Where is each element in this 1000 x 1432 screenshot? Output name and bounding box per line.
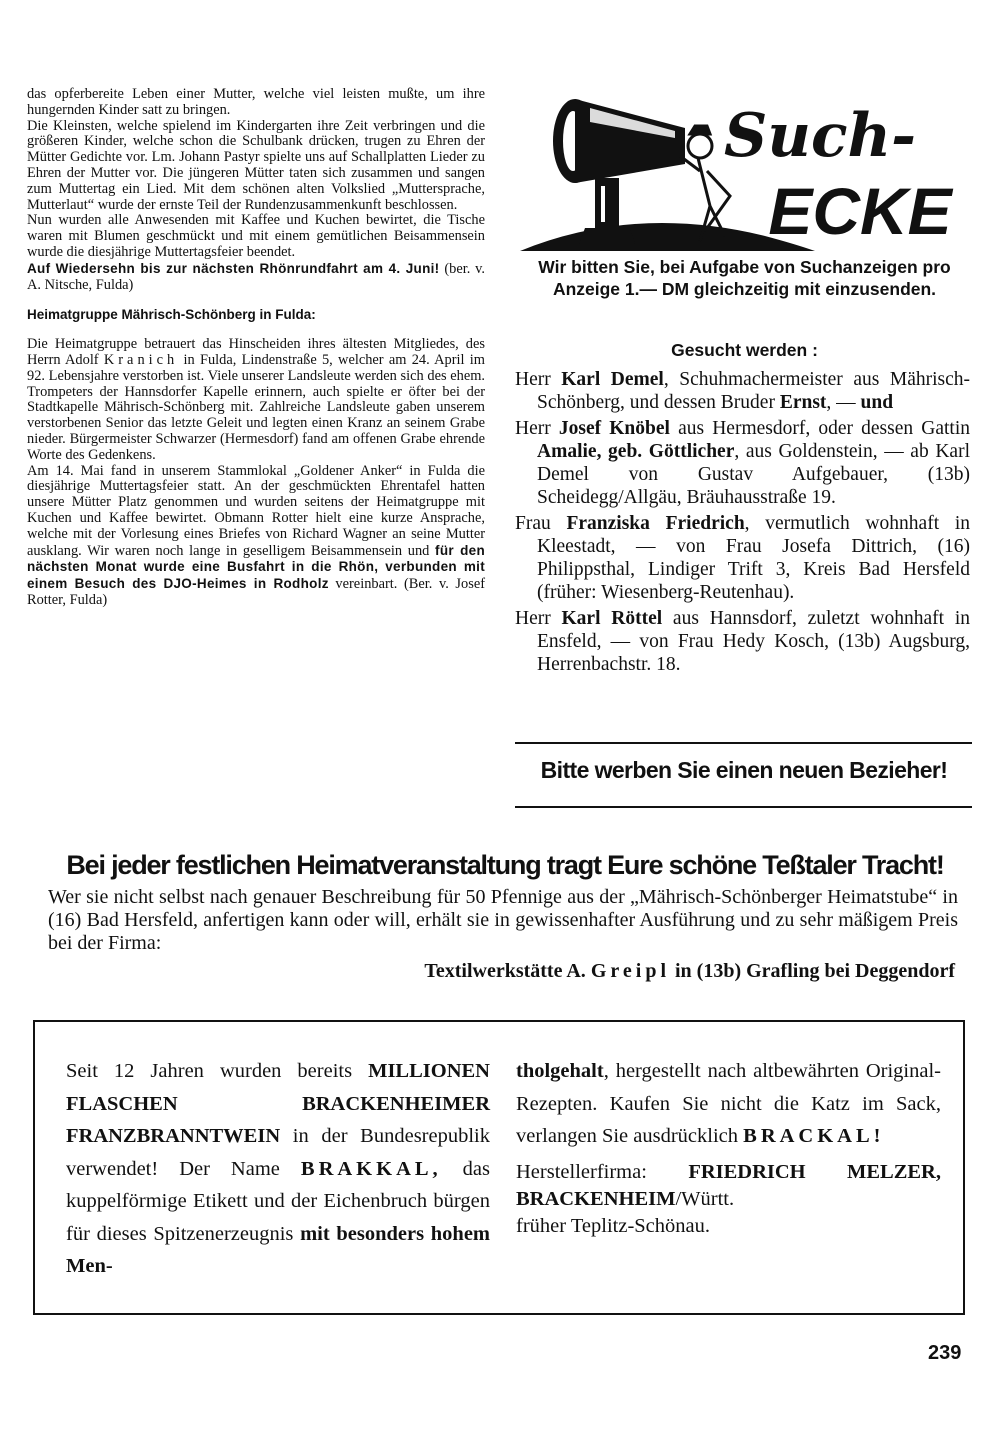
- text: das kuppelförmige Etikett und der Eichenbruch bürgen für dieses Spitzenerzeugnis: [66, 1157, 490, 1245]
- brand-name: BRAKKAL,: [300, 1157, 442, 1180]
- text: , hergestellt nach altbewährten Original-Rezepten. Kaufen Sie nicht die Katz im Sack, verlangen Sie ausdrücklich: [516, 1060, 941, 1147]
- spaced-name: Greipl: [590, 960, 670, 982]
- ad-left-column: [66, 1055, 490, 1283]
- page-number: 239: [928, 1342, 962, 1364]
- search-entry: [515, 417, 970, 509]
- person-name: Franziska Friedrich: [566, 513, 745, 534]
- logo-word-ecke: ECKE: [768, 174, 952, 248]
- text: aus Hermesdorf, oder dessen Gattin: [669, 418, 971, 439]
- text: in Fulda, Lindenstraße 5, welcher am 24. April im 92. Lebensjahre verstorben ist. Viele unserer Landsleute werden sich des ehem. Trompeters der Hannsdorfer Kapelle erinnern, auch spielte er öfter bei der Stadtkapelle Mährisch-Schönberg mit. Zahlreiche Landsleute gaben unserem verstorbenen Senior das letzte Geleit und legten einen Kranz an seinem Grabe nieder. Bürgermeister Schwarzer (Hermesdorf) fand am offenen Grabe ehrende Worte des Gedenkens.: [27, 351, 485, 463]
- person-name: Josef Knöbel: [558, 418, 670, 439]
- tracht-heading: Bei jeder festlichen Heimatveranstaltung tragt Eure schöne Teßtaler Tracht!: [66, 850, 944, 880]
- search-entries: [515, 368, 970, 679]
- ad-paragraph: [66, 1055, 490, 1283]
- text: Die Heimatgruppe betrauert das Hinscheiden ihres ältesten Mitgliedes, des Herrn Adolf: [27, 336, 485, 368]
- section-heading: Heimatgruppe Mährisch-Schönberg in Fulda:: [27, 307, 316, 323]
- bold-text: für den nächsten Monat wurde eine Busfahrt in die Rhön, verbunden mit einem Besuch des DJO-Heimes in Rodholz: [27, 542, 485, 592]
- bold-text: MILLIONEN FLASCHEN BRACKENHEIMER FRANZBRANNTWEIN: [66, 1060, 490, 1147]
- bold-text: tholgehalt: [516, 1060, 604, 1082]
- bold-text: Auf Wiedersehn bis zur nächsten Rhönrundfahrt am 4. Juni!: [27, 260, 440, 276]
- text: Textilwerkstätte A.: [424, 960, 591, 982]
- gesucht-heading: Gesucht werden :: [671, 340, 818, 360]
- text: Seit 12 Jahren wurden bereits: [66, 1060, 369, 1082]
- text: Herr: [515, 418, 559, 439]
- text: vereinbart. (Ber. v. Josef Rotter, Fulda): [27, 576, 486, 608]
- manufacturer: [516, 1159, 941, 1213]
- text: in (13b) Grafling bei Deggendorf: [670, 960, 955, 982]
- ad-paragraph: [516, 1055, 941, 1153]
- text: Frau: [515, 513, 567, 534]
- paragraph: Die Kleinsten, welche spielend im Kindergarten ihre Zeit verbringen und die größeren Kinder, welche schon die Schulbank drücken, trugen zu Ehren der Mütter Gedichte vor. Lm. Johann Pastyr spielte uns auf Schallplatten Lieder zu Ehren der Mutter vor. Die jüngeren Mütter taten sich zusammen und sangen zum Muttertag ein Lied. Mit dem schönen alten Volkslied „Muttersprache, Mutterlaut“ wurde der ernste Teil der Rundenzusammenkunft beschlossen.: [27, 117, 485, 213]
- person-name: Karl Röttel: [561, 608, 663, 629]
- text: Am 14. Mai fand in unserem Stammlokal „Goldener Anker“ in Fulda die diesjährige Muttertagsfeier statt. An der geschmückten Ehrentafel hatten unsere Mütter Platz genommen und wurden seitens der Heimatgruppe mit Kuchen und Kaffee bewirtet. Obmann Rotter hielt eine kurze Ansprache, welche mit der Vorlesung eines Briefes von Richard Wagner an seine Mutter ausklang. Wir waren noch lange in geselligem Beisammensein und: [27, 462, 485, 559]
- paragraph: Nun wurden alle Anwesenden mit Kaffee und Kuchen bewirtet, die Tische waren mit Blumen geschmückt und mit einem gemütlichen Beisammensein wurde die diesjährige Muttertagsfeier beendet.: [27, 212, 485, 260]
- text: Herr: [515, 369, 562, 390]
- paragraph: das opferbereite Leben einer Mutter, welche viel leisten mußte, um ihre hungernden Kinder satt zu bringen.: [27, 86, 485, 118]
- tracht-body: Wer sie nicht selbst nach genauer Beschreibung für 50 Pfennige aus der „Mährisch-Schönberger Heimatstube“ in (16) Bad Hersfeld, anfertigen kann oder will, erhält sie in gewissenhafter Ausführung und zu sehr mäßigem Preis bei der Firma:: [48, 886, 958, 954]
- logo-word-such: Such-: [723, 101, 917, 171]
- left-column: [27, 87, 485, 609]
- text: (ber. v. A. Nitsche, Fulda): [27, 260, 485, 293]
- text: , aus Goldenstein, — ab Karl Demel von Gustav Aufgebauer, (13b) Scheidegg/Allgäu, Bräuhausstraße 19.: [537, 441, 970, 508]
- person-name: Ernst: [779, 392, 827, 413]
- such-ecke-logo: [515, 86, 975, 266]
- text: in der Bundesrepublik verwendet! Der Name: [66, 1125, 490, 1180]
- text: , vermutlich wohnhaft in Kleestadt, — von Frau Josefa Dittrich, (16) Philippsthal, Lindiger Trift 3, Kreis Bad Hersfeld (früher: Wiesenberg-Reutenhau).: [537, 513, 970, 603]
- text: aus Hannsdorf, zuletzt wohnhaft in Ensfeld, — von Frau Hedy Kosch, (13b) Augsburg, Herrenbachstr. 18.: [537, 608, 970, 675]
- search-entry: [515, 512, 970, 604]
- text: , Schuhmachermeister aus Mährisch-Schönberg, und dessen Bruder: [537, 369, 970, 413]
- manufacturer-previous: früher Teplitz-Schönau.: [516, 1214, 711, 1237]
- text: , —: [826, 392, 861, 413]
- bold-text: FRIEDRICH MELZER, BRACKENHEIM: [516, 1160, 941, 1210]
- search-entry: [515, 607, 970, 676]
- man-figure-icon: [680, 126, 730, 241]
- person-name: Karl Demel: [561, 369, 664, 390]
- bold-text: und: [860, 392, 894, 413]
- divider: [515, 742, 972, 744]
- telescope-icon: [553, 99, 685, 244]
- text: Herr: [515, 608, 562, 629]
- tracht-firm: [48, 960, 955, 983]
- paragraph: [27, 337, 485, 463]
- paragraph: [27, 464, 485, 609]
- divider: [515, 806, 972, 808]
- text: Herstellerfirma:: [516, 1160, 689, 1183]
- brand-name: BRACKAL!: [743, 1125, 885, 1147]
- werben-text: Bitte werben Sie einen neuen Bezieher!: [540, 757, 948, 783]
- notice-text: Wir bitten Sie, bei Aufgabe von Suchanzeigen pro Anzeige 1.— DM gleichzeitig mit einzusenden.: [538, 257, 951, 299]
- person-name: Amalie, geb. Göttlicher: [537, 441, 735, 462]
- paragraph: [27, 261, 485, 294]
- bold-text: mit besonders hohem Men-: [66, 1222, 490, 1277]
- text: /Württ.: [675, 1187, 735, 1210]
- search-entry: [515, 368, 970, 414]
- spaced-name: Kranich: [103, 351, 179, 368]
- ad-right-column: [516, 1055, 941, 1240]
